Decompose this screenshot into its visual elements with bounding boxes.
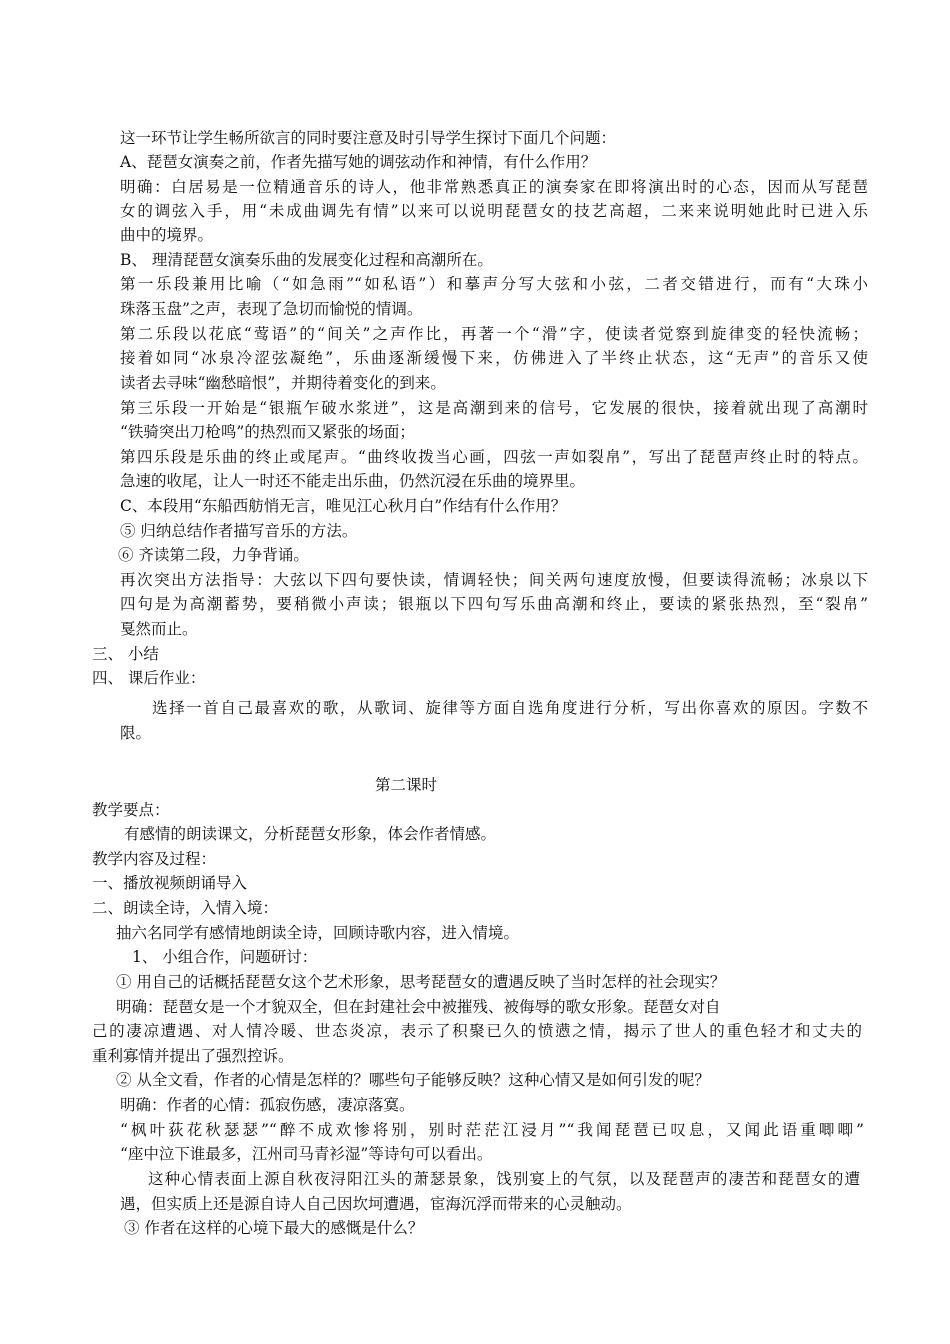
question-c: C、本段用“东船西舫悄无言，唯见江心秋月白”作结有什么作用？ (120, 497, 567, 515)
text-line: 己的凄凉遭遇、对人情冷暖、世态炎凉，表示了积聚已久的愤懑之情，揭示了世人的重色轻才和丈夫的 (92, 1022, 862, 1040)
text-line: 明确：白居易是一位精通音乐的诗人，他非常熟悉真正的演奏家在即将演出时的心态，因而从写琵琶 (120, 178, 868, 196)
text-line: 接着如同“冰泉冷涩弦凝绝”，乐曲逐渐缓慢下来，仿佛进入了半终止状态，这“无声”的音乐又使 (120, 349, 868, 367)
text-line: 选择一首自己最喜欢的歌，从歌词、旋律等方面自选角度进行分析，写出你喜欢的原因。字数不 (152, 699, 868, 717)
text-line: 急速的收尾，让人一时还不能走出乐曲，仍然沉浸在乐曲的境界里。 (120, 472, 586, 490)
section-heading: 四、 课后作业： (92, 669, 206, 687)
text-line: 这一环节让学生畅所欲言的同时要注意及时引导学生探讨下面几个问题： (120, 129, 617, 147)
text-line: ① 用自己的话概括琵琶女这个艺术形象，思考琵琶女的遭遇反映了当时怎样的社会现实？ (116, 973, 726, 991)
section-heading: 二、朗读全诗，入情入境： (92, 899, 279, 917)
text-line: 曲中的境界。 (120, 226, 214, 244)
text-line: ⑤ 归纳总结作者描写音乐的方法。 (120, 522, 358, 540)
text-line: 再次突出方法指导：大弦以下四句要快读，情调轻快；间关两句速度放慢，但要读得流畅；冰泉以下 (120, 571, 868, 589)
text-line: 重利寡情并提出了强烈控诉。 (92, 1047, 294, 1065)
text-line: 女的调弦入手，用“未成曲调先有情”以来可以说明琵琶女的技艺高超，二来来说明她此时已进入乐 (120, 202, 868, 220)
text-line: 第四乐段是乐曲的终止或尾声。“曲终收拨当心画，四弦一声如裂帛”，写出了琵琶声终止时的特点。 (120, 448, 868, 466)
text-line: ⑥ 齐读第二段，力争背诵。 (118, 546, 309, 564)
text-line: 第三乐段一开始是“银瓶乍破水浆迸”，这是高潮到来的信号，它发展的很快，接着就出现了高潮时 (120, 399, 868, 417)
text-line: 四句是为高潮蓄势，要稍微小声读；银瓶以下四句写乐曲高潮和终止，要读的紧张热烈，至“裂帛” (120, 595, 868, 613)
lesson-title: 第二课时 (375, 776, 438, 794)
text-line: 第一乐段兼用比喻（“如急雨”“如私语”）和摹声分写大弦和小弦，二者交错进行，而有“大珠小 (120, 275, 868, 293)
text-line: 明确：作者的心情：孤寂伤感，凄凉落寞。 (120, 1096, 415, 1114)
text-line: 珠落玉盘”之声，表现了急切而愉悦的情调。 (120, 300, 423, 318)
text-line: 遇，但实质上还是源自诗人自己因坎坷遭遇，宦海沉浮而带来的心灵触动。 (120, 1195, 632, 1213)
text-line: 这种心情表面上源自秋夜浔阳江头的萧瑟景象，饯别宴上的气氛，以及琵琶声的凄苦和琵琶女的遭 (148, 1170, 860, 1188)
text-line: 抽六名同学有感情地朗读全诗，回顾诗歌内容，进入情境。 (116, 924, 520, 942)
text-line: 限。 (120, 724, 152, 742)
text-line: “座中泣下谁最多，江州司马青衫湿”等诗句可以看出。 (120, 1145, 493, 1163)
text-line: ② 从全文看，作者的心情是怎样的？哪些句子能够反映？这种心情又是如何引发的呢？ (116, 1071, 710, 1089)
question-b: B、 理清琵琶女演奏乐曲的发展变化过程和高潮所在。 (120, 251, 493, 269)
text-line: 戛然而止。 (120, 620, 198, 638)
section-heading: 三、 小结 (92, 645, 159, 663)
section-heading: 教学内容及过程： (92, 850, 217, 868)
question-a: A、琵琶女演奏之前，作者先描写她的调弦动作和神情，有什么作用？ (120, 153, 597, 171)
text-line: 明确：琵琶女是一个才貌双全，但在封建社会中被摧残、被侮辱的歌女形象。琵琶女对自 (116, 998, 721, 1016)
text-line: 1、 小组合作，问题研讨： (132, 948, 318, 966)
text-line: 第二乐段以花底“莺语”的“间关”之声作比，再著一个“滑”字，使读者觉察到旋律变的轻快流畅； (120, 325, 868, 343)
section-heading: 一、播放视频朗诵导入 (92, 874, 248, 892)
text-line: “枫叶荻花秋瑟瑟”“醉不成欢惨将别，别时茫茫江浸月”“我闻琵琶已叹息，又闻此语重唧唧” (120, 1121, 864, 1139)
text-line: ③ 作者在这样的心境下最大的感慨是什么？ (124, 1219, 424, 1237)
section-heading: 教学要点： (92, 801, 170, 819)
text-line: 读者去寻味“幽愁暗恨”，并期待着变化的到来。 (120, 374, 446, 392)
text-line: 有感情的朗读课文，分析琵琶女形象，体会作者情感。 (124, 825, 497, 843)
text-line: “铁骑突出刀枪鸣”的热烈而又紧张的场面； (120, 423, 415, 441)
